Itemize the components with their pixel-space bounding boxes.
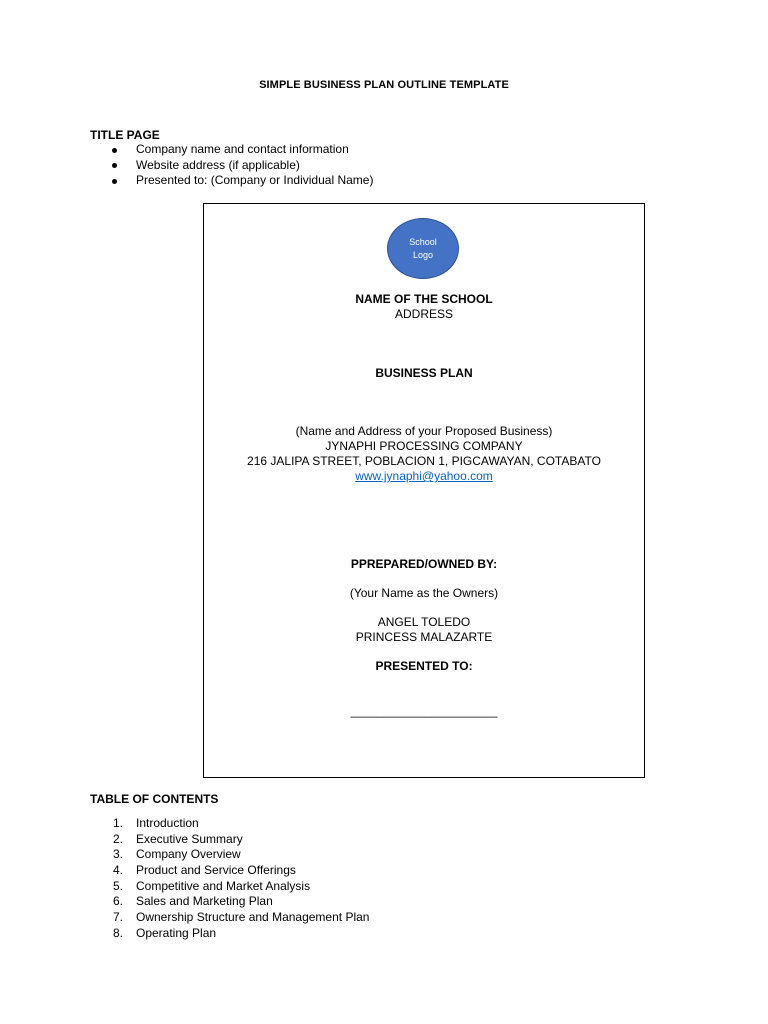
logo-text-line1: School [409, 236, 437, 247]
list-item-label: Product and Service Offerings [136, 863, 296, 878]
signature-line: ______________________ [350, 704, 498, 718]
list-item-label: Sales and Marketing Plan [136, 894, 273, 909]
list-item-number: 1. [113, 816, 124, 830]
business-name-prompt: (Name and Address of your Proposed Business) [295, 424, 553, 438]
company-name: JYNAPHI PROCESSING COMPANY [325, 439, 523, 453]
owners-prompt: (Your Name as the Owners) [349, 586, 499, 600]
list-item [109, 832, 369, 848]
list-item-label: Website address (if applicable) [136, 157, 300, 172]
list-item-number: 8. [113, 925, 124, 940]
table-of-contents-list [109, 816, 369, 942]
bullet-icon [112, 179, 117, 184]
list-item-number: 5. [113, 878, 124, 893]
title-page-sample-box [203, 203, 645, 778]
list-item-label: Executive Summary [136, 831, 243, 846]
list-item [109, 926, 369, 942]
list-item [109, 158, 373, 174]
list-item-label: Competitive and Market Analysis [136, 878, 311, 893]
school-address: ADDRESS [394, 307, 453, 321]
title-page-heading: TITLE PAGE [90, 128, 160, 142]
list-item-label: Operating Plan [136, 925, 217, 940]
list-item [109, 879, 369, 895]
list-item-label: Presented to: (Company or Individual Name) [136, 173, 374, 187]
website-link[interactable]: www.jynaphi@yahoo.com [355, 469, 493, 483]
list-item-label: Company Overview [136, 847, 241, 862]
owner-name: ANGEL TOLEDO [377, 615, 471, 629]
list-item-number: 3. [113, 847, 124, 862]
presented-to-label: PRESENTED TO: [375, 659, 473, 673]
list-item [109, 173, 373, 189]
list-item-label: Company name and contact information [136, 142, 349, 156]
table-of-contents-heading: TABLE OF CONTENTS [90, 792, 219, 806]
title-page-bullet-list [109, 142, 373, 189]
business-plan-title: BUSINESS PLAN [375, 366, 473, 380]
list-item-label: Ownership Structure and Management Plan [136, 910, 370, 925]
prepared-by-label: PPREPARED/OWNED BY: [350, 557, 498, 571]
list-item-number: 2. [113, 831, 124, 846]
bullet-icon [112, 163, 117, 168]
logo-text-line2: Logo [412, 249, 434, 260]
website-row [204, 469, 644, 484]
list-item [109, 142, 373, 158]
list-item-label: Introduction [136, 816, 199, 830]
list-item [109, 816, 369, 832]
company-address: 216 JALIPA STREET, POBLACION 1, PIGCAWAYAN, COTABATO [247, 454, 601, 468]
list-item-number: 7. [113, 910, 124, 925]
list-item [109, 863, 369, 879]
school-name: NAME OF THE SCHOOL [355, 292, 493, 306]
list-item-number: 6. [113, 894, 124, 909]
school-logo-placeholder [387, 218, 459, 279]
document-title: SIMPLE BUSINESS PLAN OUTLINE TEMPLATE [259, 79, 509, 91]
owner-name: PRINCESS MALAZARTE [355, 630, 493, 644]
list-item [109, 894, 369, 910]
list-item [109, 847, 369, 863]
list-item [109, 910, 369, 926]
bullet-icon [112, 148, 117, 153]
list-item-number: 4. [113, 863, 124, 878]
